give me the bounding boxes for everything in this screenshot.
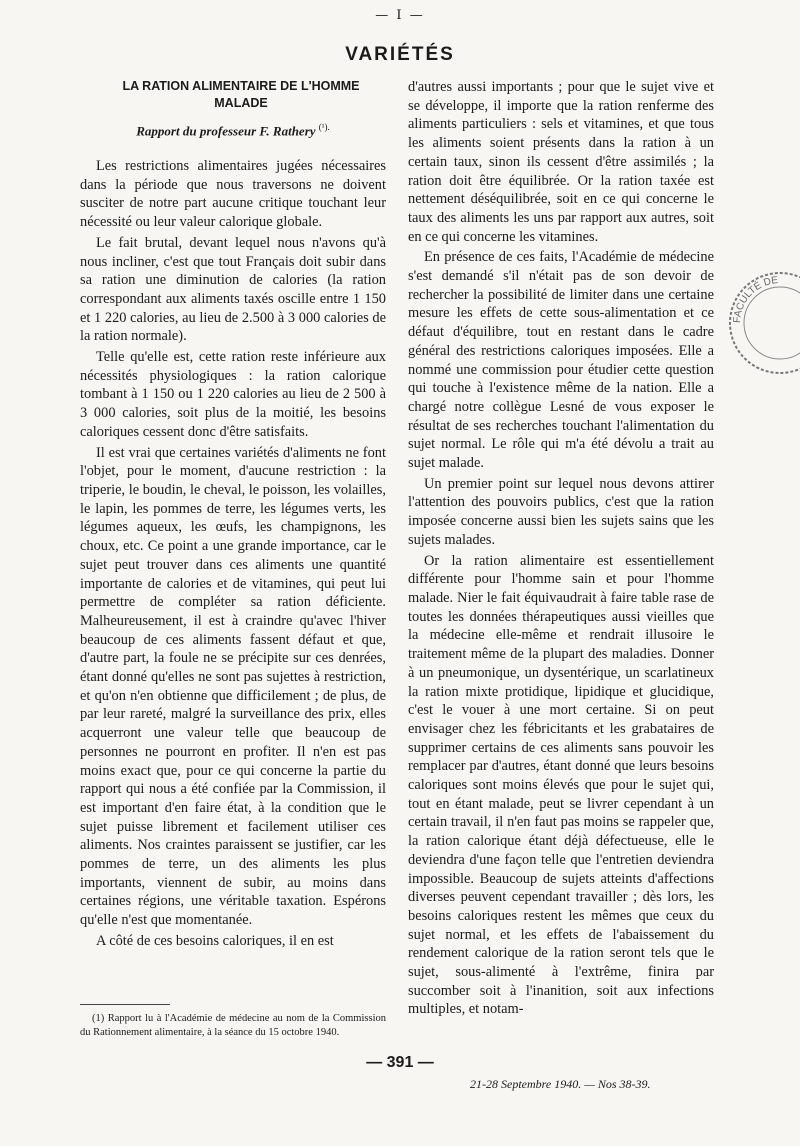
footnote [80,1012,386,1040]
left-column [80,78,386,951]
library-stamp [725,268,800,378]
paragraph: Le fait brutal, devant lequel nous n'avons qu'à nous incliner, c'est que tout Français doit subir dans sa ration une diminution de calories (la ration correspondant aux aliments taxés oscille entre 1 150 et 1 220 calories, au lieu de 2.500 à 3 000 calories de la ration normale). [80,234,386,345]
section-title: VARIÉTÉS [345,44,455,65]
paragraph: Or la ration alimentaire est essentiellement différente pour l'homme sain et pour l'homme malade. Nier le fait équivaudrait à faire table rase de toutes les données thérapeutiques aussi vieilles que la médecine elle-même et rendrait illusoire le traitement même de la plupart des maladies. Donner à un pneumonique, un dysentérique, un scarlatineux la ration mixte protidique, lipidique et glucidique, c'est le vouer à une mort certaine. Si on peut envisager chez les fébricitants et les grabataires de supprimer certains de ces aliments sans pouvoir les remplacer par d'autres, étant donné que leurs besoins caloriques sont moins élevés que pour le sujet qui, tout en étant malade, peut se livrer cependant à un certain travail, il n'en faut pas moins se rappeler que, la ration calorique étant déjà défectueuse, elle le deviendra d'une façon telle que l'entretien deviendra impossible. Beaucoup de sujets atteints d'affections diverses peuvent cependant travailler ; dès lors, les besoins caloriques restent les mêmes que ceux du sujet normal, et les effets de l'abaissement du rendement calorique de la ration seront tels que le sujet, sous-alimenté à l'extrême, finira par succomber soit à l'inanition, soit aux infections multiples, et notam- [408,552,714,1018]
issue-info: 21-28 Septembre 1940. — Nos 38-39. [470,1077,651,1091]
paragraph: d'autres aussi importants ; pour que le sujet vive et se développe, il importe que la ration renferme des aliments particuliers : sels et vitamines, et que tous les aliments soient présents dans la ration à un certain taux, sinon ils cessent d'être assimilés ; la ration doit être équilibrée. Or la ration taxée est nettement déséquilibrée, soit en ce qui concerne le taux des aliments les uns par rapport aux autres, soit en ce qui concerne les vitamines. [408,79,714,245]
byline-note: (¹). [318,122,330,132]
paragraph: Il est vrai que certaines variétés d'aliments ne font l'objet, pour le moment, d'aucune restriction : la triperie, le boudin, le cheval, le poisson, les volailles, le lapin, les pommes de terre, les légumes verts, les légumes aqueux, les œufs, les champignons, les choux, etc. Ce point a une grande importance, car le sujet peut trouver dans ces aliments une quantité importante de calories et de vitamines, qui peut lui permettre de compléter sa ration déficiente. Malheureusement, il est à craindre qu'avec l'hiver beaucoup de ces aliments fassent défaut et que, d'autre part, la foule ne se précipite sur ces denrées, étant donné qu'elles ne sont pas sujettes à restriction, et qu'on n'en obtienne que difficilement ; de plus, de par leur rareté, malgré la surveillance des prix, elles acquerront une valeur telle que beaucoup de personnes ne pourront en profiter. Il n'en est pas moins exact que, pour ce qui concerne la partie du rapport qui nous a été confiée par la Commission, il est important d'en faire état, à la condition que le sujet puisse librement et facilement utiliser ces aliments. Nos craintes paraissent se justifier, car les pommes de terre, un des aliments les plus importants, viennent de subir, au moins dans certaines régions, une véritable taxation. Espérons qu'elle n'est que momentanée. [80,444,386,929]
page-number: — 391 — [366,1054,434,1071]
stamp-text: FACULTÉ DE [731,274,779,324]
paragraph: Un premier point sur lequel nous devons attirer l'attention des pouvoirs publics, c'est que la ration imposée concerne aussi bien les sujets sains que les sujets malades. [408,475,714,548]
article-title-line2: MALADE [214,96,268,110]
right-column [408,78,714,1019]
footnote-rule [80,1004,170,1005]
paragraph: A côté de ces besoins caloriques, il en est [96,932,334,949]
page-marker: — I — [375,8,425,23]
byline [80,118,386,141]
footnote-text: (1) Rapport lu à l'Académie de médecine au nom de la Commission du Rationnement alimentaire, à la séance du 15 octobre 1940. [80,1013,386,1038]
article-title-line1: LA RATION ALIMENTAIRE DE L'HOMME [122,79,360,93]
paragraph: En présence de ces faits, l'Académie de médecine s'est demandé s'il n'était pas de son devoir de rechercher la possibilité de limiter dans une certaine mesure les effets de cette sous-alimentation et ce défaut d'équilibre, tout en restant dans le cadre général des restrictions caloriques imposées. Elle a nommé une commission pour étudier cette question qui touche à l'existence même de la nation. Elle a chargé notre collègue Lesné de vous exposer le résultat de ses recherches touchant l'alimentation du sujet normal. Le rôle qui m'a été dévolu a trait au sujet malade. [408,249,714,472]
paragraph: Telle qu'elle est, cette ration reste inférieure aux nécessités physiologiques : la ration calorique tombant à 1 150 ou 1 220 calories au lieu de 2 500 à 3 000 calories, soit plus de la moitié, les besoins caloriques cessent donc d'être satisfaits. [80,349,386,440]
byline-text: Rapport du professeur F. Rathery [136,123,316,139]
paragraph: Les restrictions alimentaires jugées nécessaires dans la période que nous traversons ne doivent susciter de notre part aucune critique touchant leur nécessité ou leur valeur calorique globale. [80,158,386,231]
